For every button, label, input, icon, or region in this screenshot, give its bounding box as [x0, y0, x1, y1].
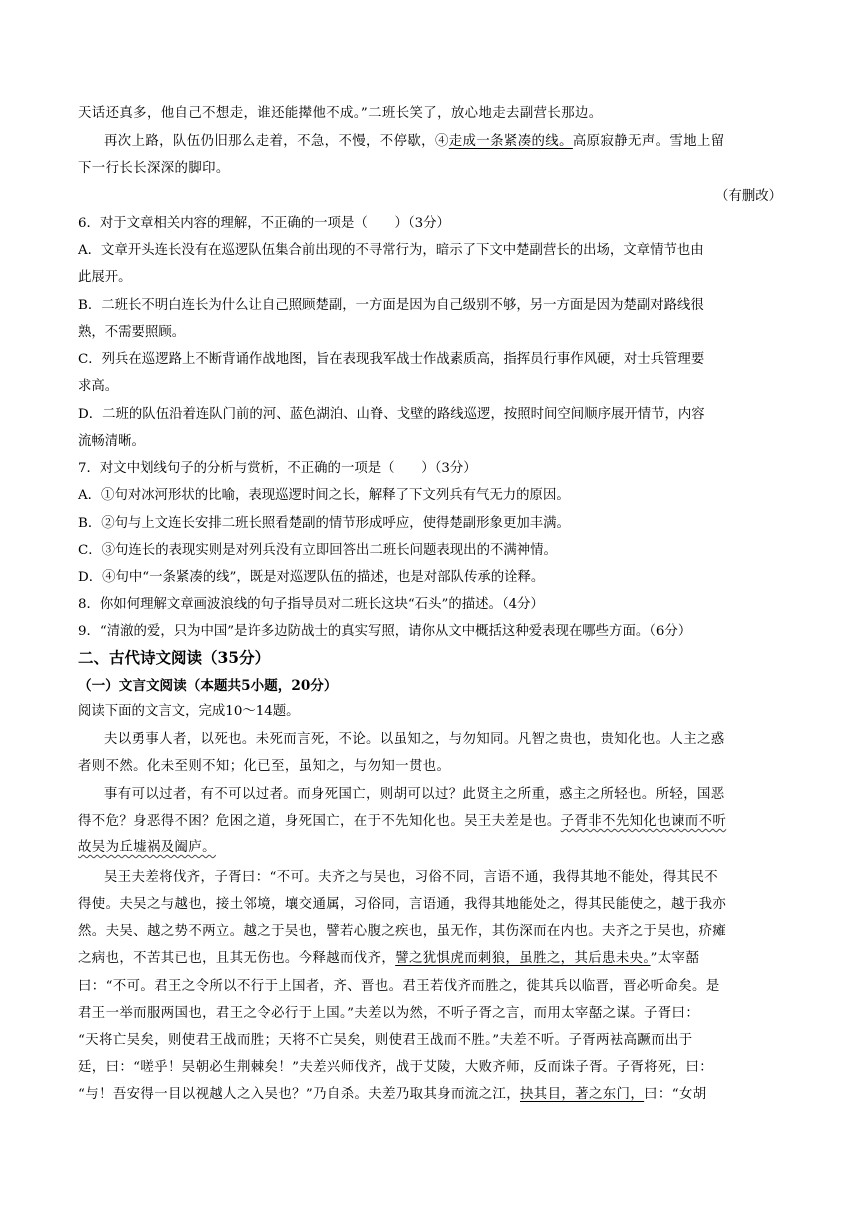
classical-line: “天将亡吴矣，则使君王战而胜；天将不亡吴矣，则使君王战而不胜。”夫差不听。子胥两袪高蹶而出于 [78, 1033, 693, 1048]
question-8: 8．你如何理解文章画波浪线的句子指导员对二班长这块“石头”的描述。（4分） [78, 597, 544, 612]
q7-option-a: A．①句对冰河形状的比喻，表现巡逻时间之长，解释了下文列兵有气无力的原因。 [78, 488, 570, 503]
classical-line: 君王一举而服两国也，君王之令必行于上国。”夫差以为然，不听子胥之言，而用太宰嚭之谋。子胥曰： [78, 1006, 700, 1021]
section-2-title: 二、古代诗文阅读（35分） [78, 648, 271, 667]
q7-option-b: B．②句与上文连长安排二班长照看楚副的情节形成呼应，使得楚副形象更加丰满。 [78, 516, 570, 531]
q6-option-c: C．列兵在巡逻路上不断背诵作战地图，旨在表现我军战士作战素质高，指挥员行事作风硬，对士兵管理要 [78, 352, 705, 367]
classical-line [78, 1085, 782, 1105]
underlined-sentence: 抉其目，著之东门， [520, 1087, 645, 1102]
passage-line: 天话还真多，他自己不想走，谁还能撵他不成。”二班长笑了，放心地走去副营长那边。 [78, 106, 603, 121]
q6-option-a-cont: 此展开。 [78, 270, 132, 285]
reading-instruction: 阅读下面的文言文，完成10～14题。 [78, 704, 300, 719]
classical-text: 得不危？身恶得不困？危困之道，身死国亡，在于不先知化也。吴王夫差是也。 [78, 814, 561, 829]
q7-option-d: D．④句中“一条紧凑的线”，既是对巡逻队伍的描述，也是对部队传承的诠释。 [78, 570, 545, 585]
classical-line [78, 949, 782, 969]
question-6-stem: 6．对于文章相关内容的理解，不正确的一项是（ ）（3分） [78, 216, 450, 231]
q6-option-b-cont: 熟，不需要照顾。 [78, 325, 186, 340]
question-9: 9．“清澈的爱，只为中国”是许多边防战士的真实写照，请你从文中概括这种爱表现在哪些方面。（6分） [78, 624, 692, 639]
classical-line: 然。夫吴、越之势不两立。越之于吴也，譬若心腹之疾也，虽无作，其伤深而在内也。夫齐之于吴也，疥瘫 [78, 924, 727, 939]
underlined-sentence-4: 走成一条紧凑的线。 [448, 134, 573, 149]
classical-text: “与！吾安得一目以视越人之入吴也？”乃自杀。夫差乃取其身而流之江， [78, 1087, 520, 1102]
passage-text: 再次上路，队伍仍旧那么走着，不急，不慢，不停歇，④ [104, 134, 449, 149]
wavy-sentence: 子胥非不先知化也谏而不听 [560, 814, 727, 829]
subsection-1-title: （一）文言文阅读（本题共5小题，20分） [78, 678, 338, 694]
passage-line [104, 132, 782, 152]
underlined-sentence: 譬之犹惧虎而刺狼，虽胜之，其后患未央。 [395, 951, 651, 966]
wavy-sentence: 故吴为丘墟祸及阖庐。 [78, 840, 216, 855]
classical-line: 廷，曰：“嗟乎！吴朝必生荆棘矣！”夫差兴师伐齐，战于艾陵，大败齐师，反而诛子胥。子胥将死，曰： [78, 1060, 714, 1075]
classical-line: 夫以勇事人者，以死也。未死而言死，不论。以虽知之，与勿知同。凡智之贵也，贵知化也。人主之惑 [104, 732, 725, 747]
classical-text: 曰：“女胡 [644, 1087, 707, 1102]
passage-text: 高原寂静无声。雪地上留 [572, 134, 725, 149]
q7-option-c: C．③句连长的表现实则是对列兵没有立即回答出二班长问题表现出的不满神情。 [78, 543, 557, 558]
classical-line [78, 838, 782, 858]
q6-option-d: D．二班的队伍沿着连队门前的河、蓝色湖泊、山脊、戈壁的路线巡逻，按照时间空间顺序展开情节，内容 [78, 407, 705, 422]
classical-text: 之病也，不苦其已也，且其无伤也。今释越而伐齐， [78, 951, 396, 966]
classical-line [78, 812, 782, 832]
classical-line: 得使。夫吴之与越也，接土邻境，壤交通属，习俗同，言语通，我得其地能处之，得其民能使之，越于我亦 [78, 897, 727, 912]
passage-line: 下一行长长深深的脚印。 [78, 161, 230, 176]
classical-line: 事有可以过者，有不可以过者。而身死国亡，则胡可以过？此贤主之所重，惑主之所轻也。所轻，国恶 [104, 787, 725, 802]
classical-line: 者则不然。化未至则不知；化已至，虽知之，与勿知一贯也。 [78, 759, 451, 774]
question-7-stem: 7．对文中划线句子的分析与赏析，不正确的一项是（ ）（3分） [78, 461, 477, 476]
q6-option-d-cont: 流畅清晰。 [78, 434, 145, 449]
source-note: （有删改） [715, 189, 782, 204]
q6-option-b: B．二班长不明白连长为什么让自己照顾楚副，一方面是因为自己级别不够，另一方面是因为楚副对路线很 [78, 298, 704, 313]
q6-option-c-cont: 求高。 [78, 379, 119, 394]
q6-option-a: A．文章开头连长没有在巡逻队伍集合前出现的不寻常行为，暗示了下文中楚副营长的出场，文章情节也由 [78, 243, 704, 258]
classical-line: 吴王夫差将伐齐，子胥曰：“不可。夫齐之与吴也，习俗不同，言语不通，我得其地不能处，得其民不 [104, 870, 719, 885]
classical-text: ”太宰嚭 [650, 951, 700, 966]
classical-line: 曰：“不可。君王之令所以不行于上国者，齐、晋也。君王若伐齐而胜之，徙其兵以临晋，晋必听命矣。是 [78, 979, 720, 994]
